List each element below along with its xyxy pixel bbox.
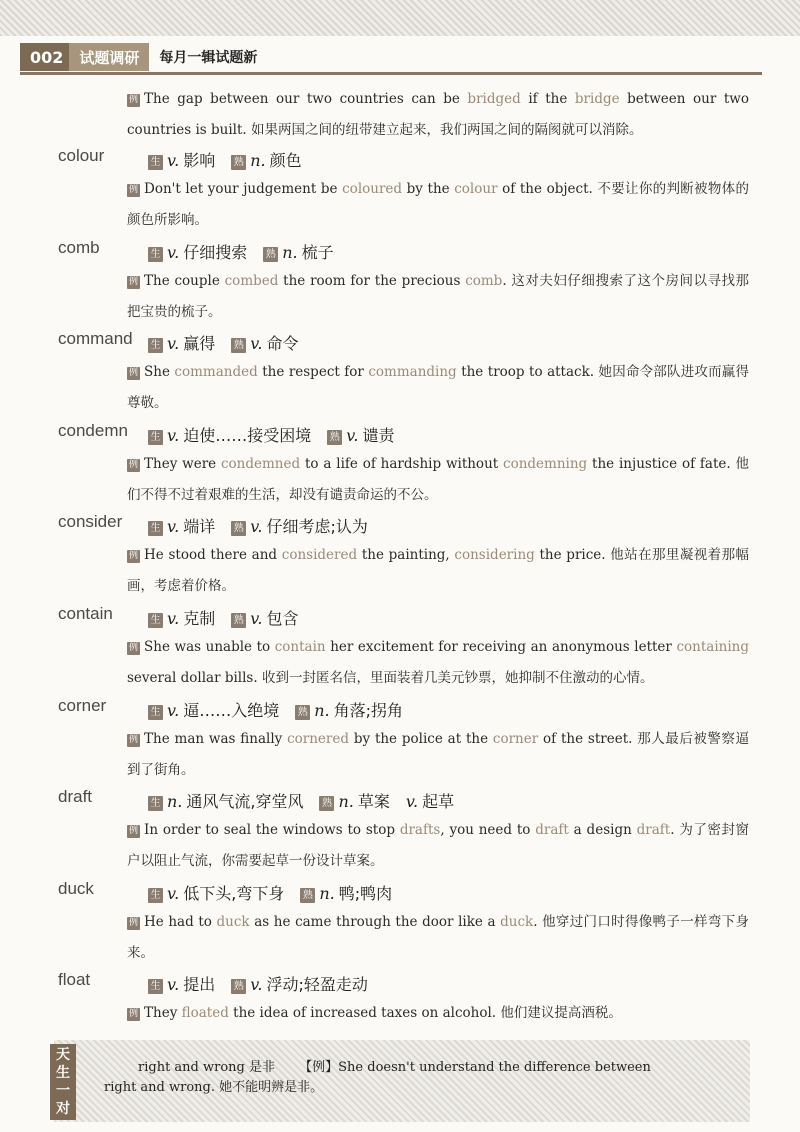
section-title: 试题调研 [69,43,149,71]
sentence-text: She was unable to [144,639,275,655]
sentence-text: the price. 他站在那里凝视着那幅画，考虑着价格。 [127,547,749,594]
part-of-speech: v. [405,792,419,811]
sentence-text: the room for the precious [278,273,466,289]
highlighted-word: drafts [399,822,441,838]
part-of-speech: v. [346,426,359,445]
common-meaning-badge: 熟 [231,155,246,170]
example-badge: 例 [128,918,138,928]
sentence-text: the idea of increased taxes on alcohol. 他们建议提高酒税。 [228,1005,622,1021]
common-meaning-badge: 熟 [231,613,246,628]
sentence-text: The couple [144,273,225,289]
headword: corner [58,696,107,715]
sentence-text: the respect for [257,364,369,380]
sentence-text: the painting, [357,547,455,563]
uncommon-meaning-badge: 生 [148,888,163,903]
sentence-text: The gap between our two countries can be [144,91,468,107]
sentence-text: between our two countries is built. 如果两国之间的纽带建立起来，我们两国之间的隔阂就可以消除。 [127,91,749,138]
headword: comb [58,238,100,257]
common-meaning-badge: 熟 [295,705,310,720]
highlighted-word: combed [224,273,279,289]
footer-example-label: 【例】 [299,1060,339,1075]
header-rule [20,72,762,75]
definitions [148,972,368,995]
headword: float [58,970,91,989]
highlighted-word: considered [281,547,358,563]
highlighted-word: condemning [503,456,588,472]
meaning: 通风气流,穿堂风 [186,792,304,811]
meaning: 命令 [266,334,299,353]
part-of-speech: v. [167,975,180,994]
uncommon-meaning-badge: 生 [148,613,163,628]
meaning: 影响 [183,151,216,170]
part-of-speech: v. [167,701,180,720]
highlighted-word: bridged [467,91,521,107]
meaning: 低下头,弯下身 [183,884,285,903]
common-meaning-badge: 熟 [231,338,246,353]
headword: draft [58,787,93,806]
header-label [20,43,149,71]
header-subtitle: 每月一辑试题新 [159,50,258,66]
example-badge: 例 [128,95,138,105]
highlighted-word: duck [500,914,534,930]
sentence-text: the troop to attack. 她因命令部队进攻而赢得尊敬。 [127,364,749,411]
example-sentence [127,815,749,877]
sentence-text: by the [402,181,455,197]
headword: contain [58,604,113,623]
common-meaning-badge: 熟 [300,888,315,903]
sentence-text: if the [520,91,575,107]
sentence-text: a design [568,822,637,838]
definitions [148,331,299,354]
definitions [148,240,334,263]
uncommon-meaning-badge: 生 [148,247,163,262]
meaning: 起草 [422,792,455,811]
example-sentence [127,907,749,969]
top-decorative-band [0,0,800,36]
part-of-speech: n. [338,792,354,811]
uncommon-meaning-badge: 生 [148,155,163,170]
highlighted-word: condemned [220,456,301,472]
meaning: 角落;拐角 [333,701,404,720]
part-of-speech: v. [250,517,263,536]
highlighted-word: containing [676,639,749,655]
common-meaning-badge: 熟 [319,796,334,811]
highlighted-word: cornered [287,731,350,747]
example-badge: 例 [128,460,138,470]
sentence-text: . 这对夫妇仔细搜索了这个房间以寻找那把宝贵的梳子。 [127,273,749,320]
example-badge: 例 [128,277,138,287]
common-meaning-badge: 熟 [231,979,246,994]
sentence-text: The man was finally [144,731,288,747]
part-of-speech: v. [167,609,180,628]
uncommon-meaning-badge: 生 [148,796,163,811]
meaning: 逼……入绝境 [183,701,280,720]
highlighted-word: comb [465,273,503,289]
example-sentence [127,540,749,602]
sentence-text: of the street. 那人最后被警察逼到了街角。 [127,731,749,778]
example-badge: 例 [128,368,138,378]
common-meaning-badge: 熟 [327,430,342,445]
part-of-speech: v. [167,151,180,170]
highlighted-word: colour [454,181,498,197]
example-badge: 例 [128,826,138,836]
headword: command [58,329,133,348]
sentence-text: In order to seal the windows to stop [144,822,400,838]
sentence-text: They [144,1005,182,1021]
meaning: 提出 [183,975,216,994]
definitions [148,881,392,904]
definitions [148,514,368,537]
highlighted-word: contain [274,639,326,655]
meaning: 仔细考虑;认为 [266,517,368,536]
sentence-text: She [144,364,175,380]
meaning: 颜色 [269,151,302,170]
headword: colour [58,146,105,165]
meaning: 仔细搜索 [183,243,248,262]
sentence-text: by the police at the [349,731,493,747]
part-of-speech: v. [167,517,180,536]
meaning: 浮动;轻盈走动 [266,975,368,994]
uncommon-meaning-badge: 生 [148,979,163,994]
part-of-speech: v. [167,426,180,445]
part-of-speech: n. [319,884,335,903]
meaning: 梳子 [301,243,334,262]
part-of-speech: v. [250,609,263,628]
part-of-speech: n. [314,701,330,720]
sentence-text: Don't let your judgement be [144,181,343,197]
example-sentence [127,266,749,328]
footer-term: right and wrong 是非 [138,1060,275,1075]
definitions [148,698,403,721]
example-text [127,91,749,138]
highlighted-word: coloured [342,181,403,197]
part-of-speech: v. [250,334,263,353]
footer-sentence: She doesn't understand the difference between right and wrong. 她不能明辨是非。 [104,1060,651,1095]
meaning: 克制 [183,609,216,628]
part-of-speech: v. [250,975,263,994]
highlighted-word: duck [216,914,250,930]
definitions [148,789,454,812]
page-header [20,42,257,72]
part-of-speech: v. [167,243,180,262]
meaning: 端详 [183,517,216,536]
part-of-speech: v. [167,334,180,353]
example-sentence [127,449,749,511]
definitions [148,423,395,446]
example-badge: 例 [128,1009,138,1019]
highlighted-word: corner [492,731,539,747]
part-of-speech: v. [167,884,180,903]
part-of-speech: n. [250,151,266,170]
example-sentence [127,174,749,236]
part-of-speech: n. [282,243,298,262]
meaning: 谴责 [362,426,395,445]
meaning: 包含 [266,609,299,628]
footer-tab-label: 天生一对 [56,1047,70,1117]
sentence-text: . 他穿过门口时得像鸭子一样弯下身来。 [127,914,749,961]
highlighted-word: considering [454,547,535,563]
footer-tab [50,1044,76,1120]
example-sentence [127,724,749,786]
example-badge: 例 [128,551,138,561]
example-badge: 例 [128,185,138,195]
page-number: 002 [30,47,64,67]
meaning: 鸭;鸭肉 [338,884,393,903]
uncommon-meaning-badge: 生 [148,430,163,445]
sentence-text: He had to [144,914,217,930]
uncommon-meaning-badge: 生 [148,521,163,536]
definitions [148,606,299,629]
example-sentence [127,632,749,694]
common-meaning-badge: 熟 [263,247,278,262]
sentence-text: as he came through the door like a [249,914,501,930]
highlighted-word: draft [535,822,569,838]
highlighted-word: commanded [174,364,258,380]
example-badge: 例 [128,735,138,745]
meaning: 赢得 [183,334,216,353]
sentence-text: . 为了密封窗户以阻止气流，你需要起草一份设计草案。 [127,822,749,869]
sentence-text: several dollar bills. 收到一封匿名信，里面装着几美元钞票，她抑制不住激动的心情。 [127,670,654,686]
sentence-text: to a life of hardship without [300,456,504,472]
highlighted-word: floated [181,1005,229,1021]
sentence-text: He stood there and [144,547,282,563]
meaning: 草案 [357,792,390,811]
sentence-text: , you need to [440,822,536,838]
meaning: 迫使……接受困境 [183,426,312,445]
example-sentence [127,357,749,419]
highlighted-word: bridge [574,91,620,107]
continuation-example [127,84,749,146]
example-badge: 例 [128,643,138,653]
headword: condemn [58,421,128,440]
sentence-text: They were [144,456,221,472]
uncommon-meaning-badge: 生 [148,338,163,353]
sentence-text: her excitement for receiving an anonymous letter [325,639,677,655]
highlighted-word: commanding [368,364,457,380]
headword: consider [58,512,123,531]
definitions [148,148,302,171]
sentence-text: of the object. 不要让你的判断被物体的颜色所影响。 [127,181,749,228]
footer-note [104,1058,680,1098]
headword: duck [58,879,94,898]
part-of-speech: n. [167,792,183,811]
sentence-text: the injustice of fate. 他们不得不过着艰难的生活，却没有谴责命运的不公。 [127,456,749,503]
uncommon-meaning-badge: 生 [148,705,163,720]
example-sentence [127,998,749,1029]
common-meaning-badge: 熟 [231,521,246,536]
highlighted-word: draft [636,822,671,838]
